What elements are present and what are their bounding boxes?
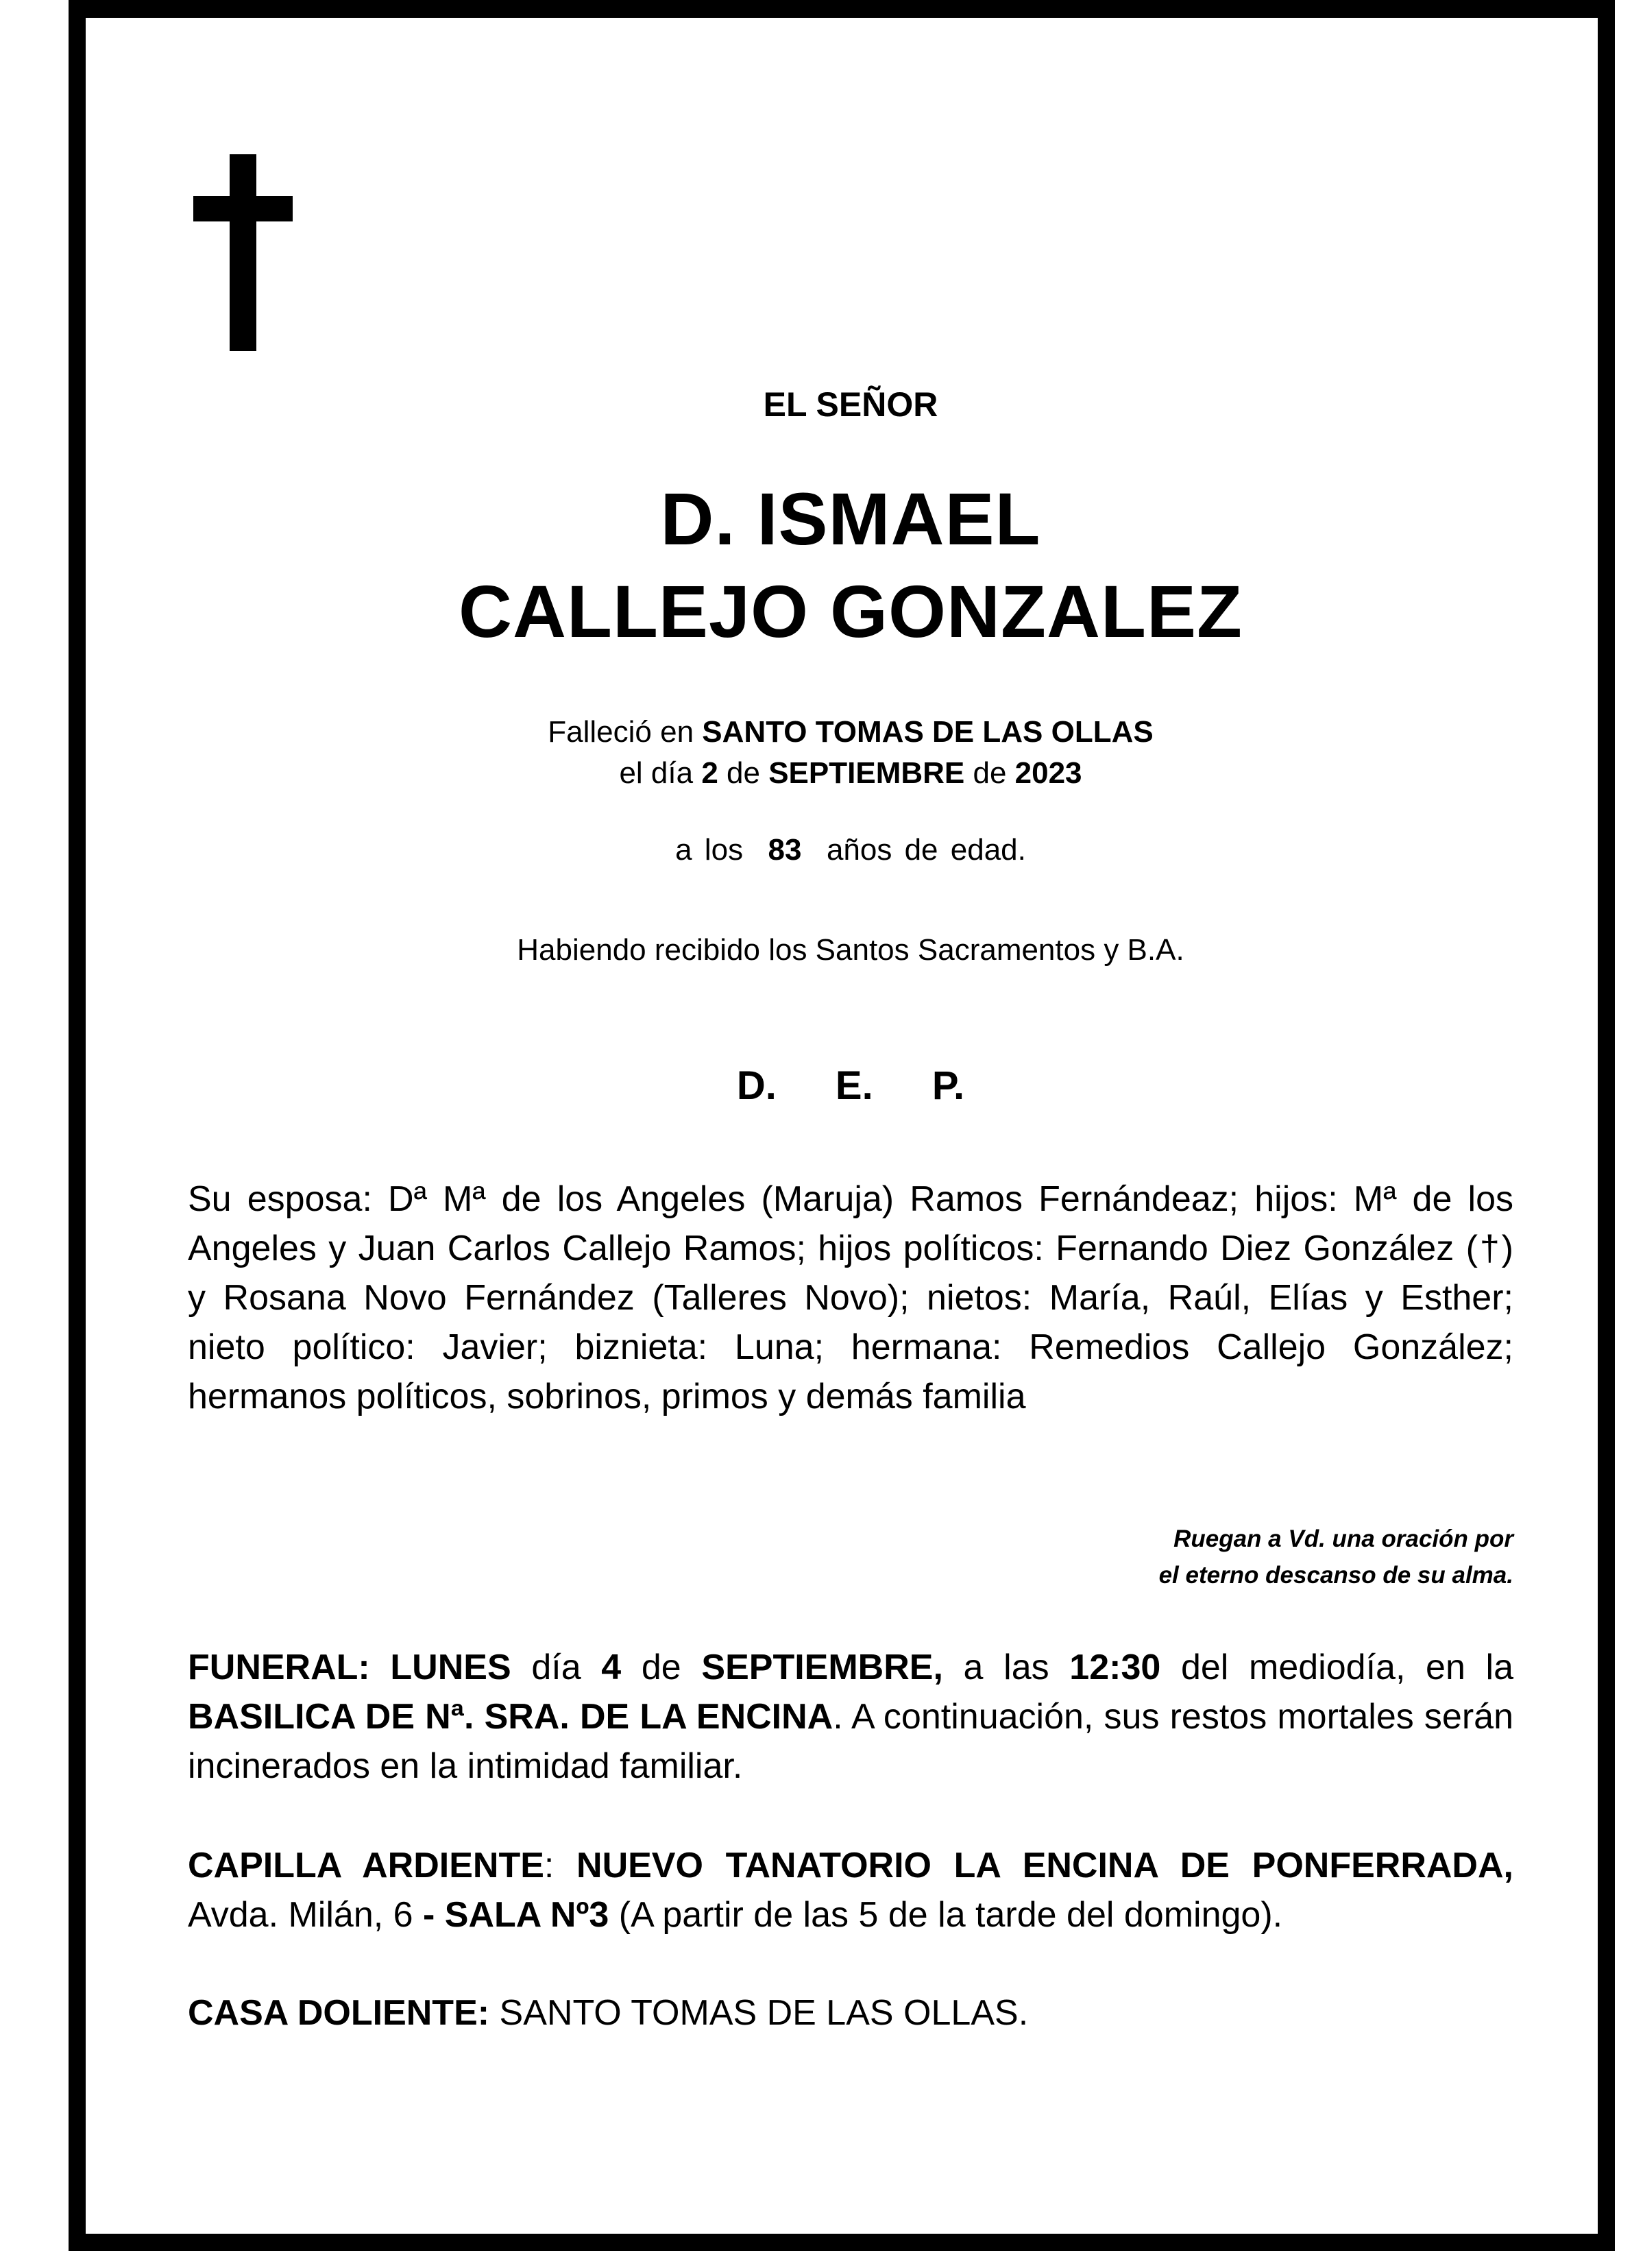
deceased-name-line2: CALLEJO GONZALEZ: [459, 570, 1243, 653]
age-value: 83: [768, 833, 802, 867]
age-prefix: a los: [675, 833, 756, 867]
cross-icon-horizontal: [193, 196, 293, 221]
funeral-text: a las: [942, 1648, 1070, 1687]
date-mid1: de: [718, 756, 769, 790]
casa-label: CASA DOLIENTE:: [188, 1993, 490, 2033]
funeral-label: FUNERAL: LUNES: [188, 1648, 511, 1687]
cross-icon-vertical: [230, 154, 256, 351]
casa-place: SANTO TOMAS DE LAS OLLAS.: [489, 1993, 1029, 2033]
death-place-prefix: Falleció en: [548, 715, 703, 749]
sacraments-line: Habiendo recibido los Santos Sacramentos y B.A.: [517, 933, 1184, 967]
capilla-paragraph: [188, 1841, 1513, 1940]
death-date-line: [188, 754, 1513, 793]
death-place-line: [188, 713, 1513, 751]
prayer-request: [188, 1521, 1513, 1593]
death-place: SANTO TOMAS DE LAS OLLAS: [702, 715, 1154, 749]
funeral-text: de: [621, 1648, 702, 1687]
funeral-time: 12:30: [1069, 1648, 1161, 1687]
capilla-address: Avda. Milán, 6: [188, 1895, 424, 1935]
funeral-day: 4: [601, 1648, 622, 1687]
age-suffix: años de edad.: [814, 833, 1026, 867]
family-paragraph: Su esposa: Dª Mª de los Angeles (Maruja) Ramos Fernándeaz; hijos: Mª de los Angeles y Juan Carlos Callejo Ramos; hijos políticos: Fernando Diez González (†) y Rosana Novo Fernández (Talleres Novo); nietos: María, Raúl, Elías y Esther; nieto político: Javier; biznieta: Luna; hermana: Remedios Callejo González; hermanos políticos, sobrinos, primos y demás familia: [188, 1179, 1513, 1416]
funeral-text: . A continuación, sus restos mortales serán incinerados en la intimidad familiar.: [188, 1697, 1513, 1786]
funeral-text: del mediodía, en la: [1160, 1648, 1514, 1687]
date-mid2: de: [964, 756, 1015, 790]
prayer-line1: Ruegan a Vd. una oración por: [1173, 1525, 1513, 1552]
capilla-room: - SALA Nº3: [423, 1895, 609, 1935]
casa-paragraph: [188, 1988, 1513, 2038]
death-month: SEPTIEMBRE: [768, 756, 965, 790]
prayer-line2: el eterno descanso de su alma.: [1158, 1562, 1513, 1589]
funeral-paragraph: [188, 1643, 1513, 1791]
capilla-colon: :: [544, 1846, 577, 1885]
age-line: [188, 831, 1513, 869]
date-prefix: el día: [619, 756, 702, 790]
funeral-month: SEPTIEMBRE,: [701, 1648, 943, 1687]
funeral-text: día: [511, 1648, 602, 1687]
honorific-title: EL SEÑOR: [763, 385, 938, 424]
capilla-place: NUEVO TANATORIO LA ENCINA DE PONFERRADA,: [576, 1846, 1513, 1885]
funeral-church: BASILICA DE Nª. SRA. DE LA ENCINA: [188, 1697, 833, 1737]
deceased-name-line1: D. ISMAEL: [660, 477, 1041, 560]
capilla-label: CAPILLA ARDIENTE: [188, 1846, 544, 1885]
death-year: 2023: [1014, 756, 1082, 790]
death-day: 2: [701, 756, 718, 790]
dep-abbreviation: D. E. P.: [736, 1063, 965, 1108]
capilla-note: (A partir de las 5 de la tarde del domingo).: [609, 1895, 1283, 1935]
